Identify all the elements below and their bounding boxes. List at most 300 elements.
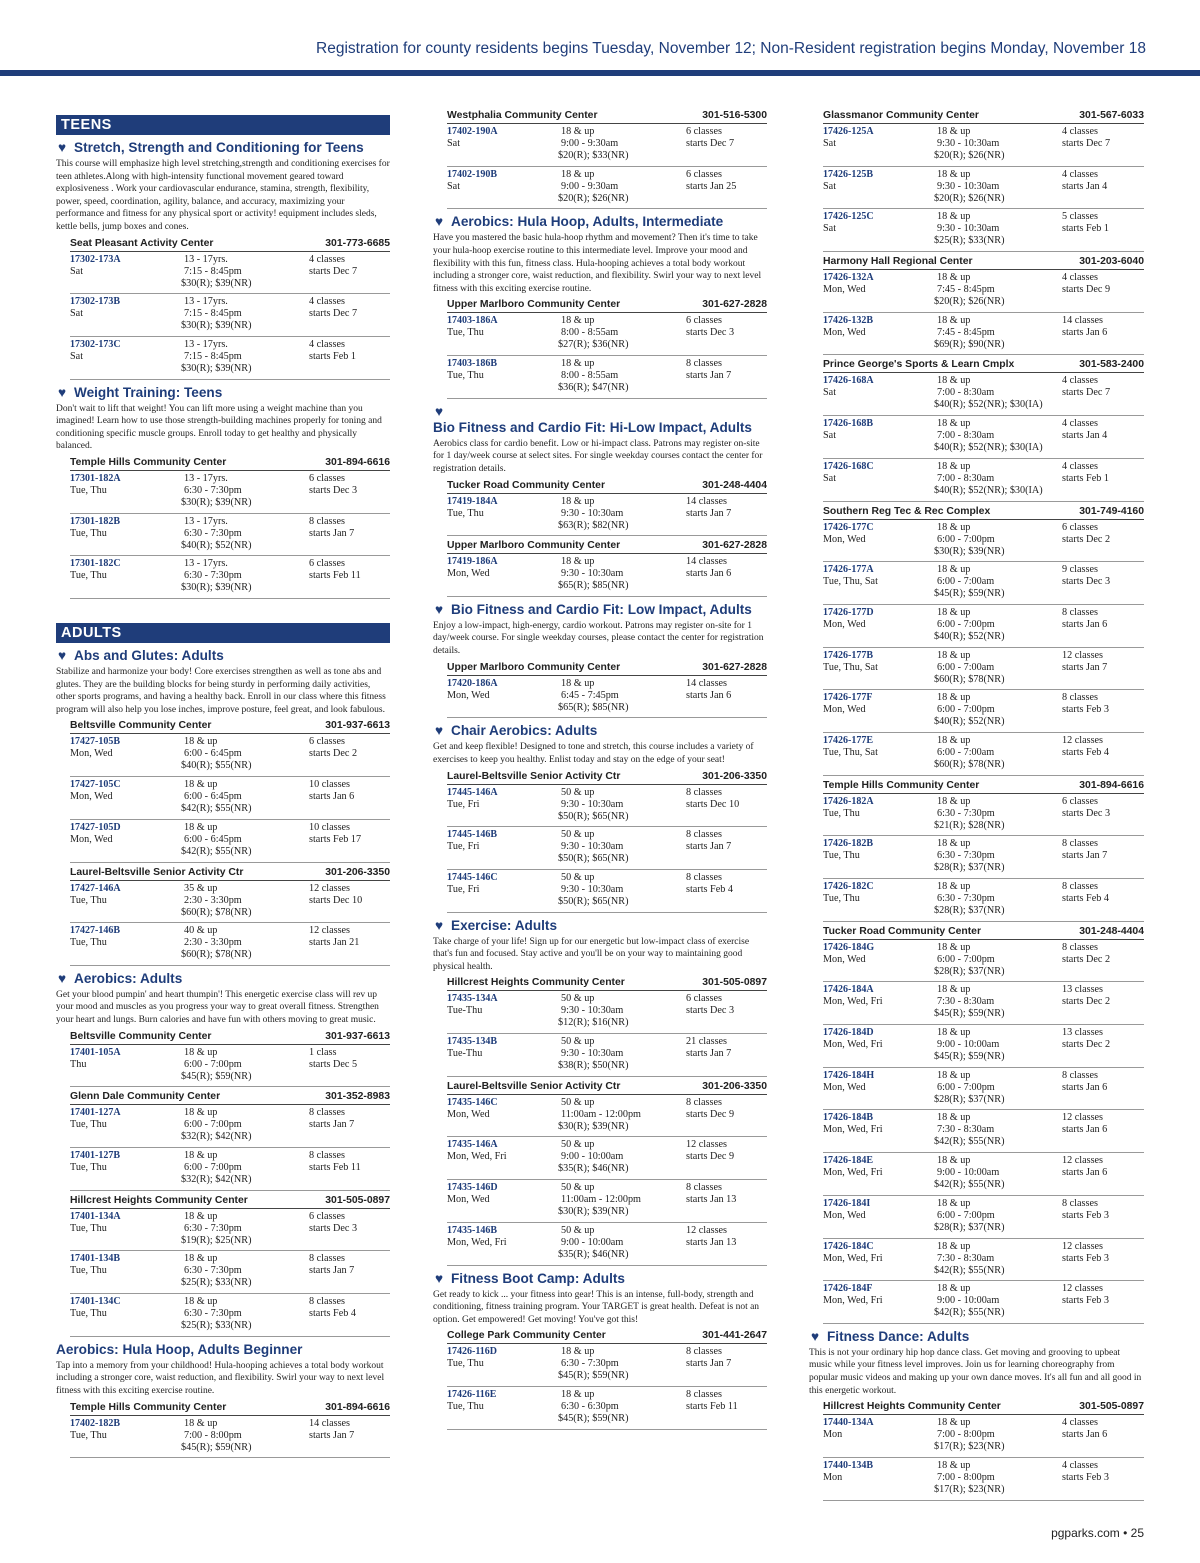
class-row [823, 940, 1144, 983]
block-spacer [56, 966, 390, 968]
class-start: starts Dec 7 [686, 138, 735, 149]
class-code: 17302-173C [70, 338, 121, 350]
class-fee: $35(R); $46(NR) [558, 1248, 629, 1260]
class-days: Mon, Wed, Fri [823, 1167, 883, 1179]
class-row [823, 167, 1144, 210]
class-start: starts Dec 9 [1062, 284, 1111, 296]
class-start: starts Dec 10 [309, 894, 363, 906]
class-time: 9:30 - 10:30am [561, 1005, 624, 1017]
class-age: 18 & up [937, 375, 971, 387]
class-code: 17445-146C [447, 871, 498, 883]
column-middle [433, 108, 767, 1432]
class-count: 12 classes [686, 1224, 728, 1236]
class-count: 8 classes [686, 358, 722, 370]
program-description: Have you mastered the basic hula-hoop rhythm and movement? Then it's time to take your hula-hoop exercise routine to this intermediate level. Improve your mood and flexibility with this fun, fitness class. Hula-hooping achieves a total body workout including a stronger core, waist reduction, and flexibility. Swirl your way to next level fitness with this exciting exercise routine. [433, 233, 762, 294]
class-code: 17426-125C [823, 211, 874, 223]
class-count: 8 classes [686, 1096, 722, 1108]
class-time: 9:30 - 10:30am [561, 507, 624, 519]
class-code: 17427-146B [70, 925, 120, 937]
block-spacer [56, 1337, 390, 1339]
location-block [70, 1193, 390, 1337]
class-count: 14 classes [1062, 314, 1104, 326]
location-phone: 301-937-6613 [325, 720, 390, 732]
class-fee: $60(R); $78(NR) [181, 949, 252, 961]
heart-icon: ♥ [435, 917, 444, 933]
class-count: 6 classes [686, 993, 722, 1005]
class-code: 17401-134A [70, 1210, 121, 1222]
class-time: 7:00 - 8:30am [937, 387, 995, 399]
block-spacer [433, 1430, 767, 1432]
class-start: starts Jan 7 [686, 841, 732, 853]
block-spacer [809, 1324, 1144, 1326]
class-start: starts Dec 2 [1062, 1039, 1111, 1051]
program-title-text: Abs and Glutes: Adults [74, 648, 224, 664]
class-start: starts Dec 2 [1062, 996, 1111, 1008]
class-age: 18 & up [561, 168, 595, 180]
class-count: 13 classes [1062, 1027, 1104, 1039]
class-start: starts Feb 1 [1062, 223, 1109, 235]
class-time: 7:15 - 8:45pm [184, 350, 242, 362]
program-description: Stabilize and harmonize your body! Core exercises strengthen as well as tone abs and glutes. They are the building blocks for being sturdy in performing daily activities, other sports programs, and having a healthy back. Enroll in our class where this fitness program will also help you lose inches, improve posture, feel great, and look fabulous. [56, 667, 386, 715]
class-time: 2:30 - 3:30pm [184, 937, 242, 949]
class-time: 9:00 - 10:00am [937, 1039, 1000, 1051]
program-description: Take charge of your life! Sign up for our energetic but low-impact class of exercise that's fun and focused. Stay active and you'll be on your way to maintaining good physical health. [433, 936, 750, 972]
class-row [70, 337, 390, 380]
class-code: 17426-177B [823, 649, 873, 661]
class-count: 8 classes [1062, 1197, 1098, 1209]
class-time: 7:15 - 8:45pm [184, 308, 242, 320]
heart-icon: ♥ [435, 723, 444, 739]
class-time: 6:30 - 7:30pm [184, 1222, 242, 1234]
class-count: 6 classes [309, 558, 345, 570]
class-time: 9:00 - 10:00am [937, 1295, 1000, 1307]
class-start: starts Jan 13 [686, 1194, 737, 1206]
class-fee: $30(R); $39(NR) [558, 1206, 629, 1218]
location-name: Temple Hills Community Center [70, 1401, 227, 1413]
class-days: Mon, Wed [447, 689, 490, 701]
program-title [56, 140, 390, 156]
class-days: Tue, Fri [447, 883, 480, 895]
class-count: 6 classes [309, 473, 345, 484]
class-count: 8 classes [686, 786, 722, 798]
heart-icon: ♥ [58, 648, 67, 664]
class-count: 4 classes [1062, 418, 1098, 430]
class-count: 8 classes [309, 515, 345, 527]
class-fee: $25(R); $33(NR) [181, 1277, 252, 1289]
class-start: starts Feb 11 [686, 1400, 738, 1412]
class-row [70, 1105, 390, 1148]
class-count: 9 classes [1062, 564, 1098, 576]
class-count: 6 classes [309, 736, 345, 748]
class-days: Tue, Thu, Sat [823, 661, 878, 673]
location-block [447, 769, 767, 913]
page-header [0, 0, 1200, 78]
class-age: 18 & up [184, 736, 218, 748]
location-name: Prince George's Sports & Learn Cmplx [823, 359, 1015, 371]
class-age: 18 & up [937, 1197, 971, 1209]
class-time: 9:30 - 10:30am [937, 223, 1000, 235]
class-time: 11:00am - 12:00pm [561, 1194, 641, 1206]
class-age: 18 & up [184, 821, 218, 833]
class-days: Sat [823, 387, 837, 399]
class-age: 18 & up [184, 1107, 218, 1119]
class-fee: $19(R); $25(NR) [181, 1234, 252, 1246]
class-time: 6:00 - 7:00am [937, 661, 995, 673]
location-block [823, 357, 1144, 501]
location-block [823, 924, 1144, 1324]
class-count: 4 classes [1062, 375, 1098, 387]
class-fee: $40(R); $55(NR) [181, 760, 252, 772]
class-count: 8 classes [686, 1388, 722, 1400]
class-fee: $32(R); $42(NR) [181, 1174, 252, 1186]
class-row [823, 1110, 1144, 1153]
class-fee: $42(R); $55(NR) [181, 845, 252, 857]
class-count: 8 classes [1062, 606, 1098, 618]
class-start: starts Jan 7 [309, 1119, 355, 1131]
class-count: 8 classes [1062, 838, 1098, 850]
program-title-text: Fitness Boot Camp: Adults [451, 1270, 625, 1286]
class-age: 18 & up [184, 779, 218, 791]
class-age: 18 & up [561, 315, 595, 327]
class-count: 8 classes [686, 829, 722, 841]
class-start: starts Dec 2 [309, 748, 358, 760]
class-code: 17402-190B [447, 168, 497, 180]
class-age: 18 & up [937, 1112, 971, 1124]
class-days: Tue, Thu [447, 507, 484, 519]
class-count: 12 classes [1062, 1112, 1104, 1124]
class-age: 18 & up [937, 1155, 971, 1167]
location-header [823, 357, 1144, 373]
class-fee: $30(R); $39(NR) [181, 320, 252, 332]
location-phone: 301-206-3350 [702, 770, 767, 782]
class-fee: $42(R); $55(NR) [934, 1264, 1005, 1276]
class-days: Mon, Wed, Fri [823, 1039, 883, 1051]
class-days: Sat [70, 350, 84, 362]
class-days: Tue, Thu [70, 1429, 107, 1441]
class-count: 14 classes [686, 495, 728, 507]
class-row [70, 1294, 390, 1337]
location-name: Harmony Hall Regional Center [823, 256, 973, 268]
class-fee: $42(R); $55(NR) [934, 1136, 1005, 1148]
class-days: Tue, Thu [823, 850, 860, 862]
class-days: Tue, Thu [70, 937, 107, 949]
class-row [447, 1180, 767, 1223]
class-count: 8 classes [309, 1253, 345, 1265]
class-fee: $60(R); $78(NR) [934, 673, 1005, 685]
class-row [70, 777, 390, 820]
class-age: 18 & up [937, 941, 971, 953]
location-phone: 301-894-6616 [325, 457, 390, 468]
program-title-text: Fitness Dance: Adults [827, 1328, 970, 1344]
class-code: 17427-105B [70, 736, 120, 748]
class-fee: $42(R); $55(NR) [181, 803, 252, 815]
class-start: starts Feb 3 [1062, 1295, 1109, 1307]
class-count: 8 classes [309, 1107, 345, 1119]
location-block [447, 297, 767, 398]
class-count: 4 classes [1062, 168, 1098, 180]
class-days: Tue, Thu [70, 1162, 107, 1174]
class-code: 17427-146A [70, 882, 121, 894]
class-age: 18 & up [937, 692, 971, 704]
class-days: Tue, Thu, Sat [823, 576, 878, 588]
class-count: 13 classes [1062, 984, 1104, 996]
class-age: 18 & up [937, 1069, 971, 1081]
class-time: 9:30 - 10:30am [937, 180, 1000, 192]
class-days: Mon, Wed [823, 1081, 866, 1093]
program-description: Don't wait to lift that weight! You can lift more using a weight machine than you imagined! Learn how to use those strength-building machines properly for toning and conditioning specific muscle groups. Enroll today to get healthy and physically balanced. [56, 403, 382, 452]
class-code: 17401-127A [70, 1107, 121, 1119]
class-row [447, 124, 767, 167]
location-header [447, 1328, 767, 1344]
class-count: 6 classes [686, 315, 722, 327]
program-title-text: Aerobics: Hula Hoop, Adults Beginner [56, 1341, 303, 1357]
class-count: 6 classes [686, 168, 722, 180]
program-title-text: Bio Fitness and Cardio Fit: Low Impact, Adults [451, 601, 752, 617]
class-days: Tue, Thu [447, 1358, 484, 1370]
class-age: 18 & up [937, 1240, 971, 1252]
class-time: 8:00 - 8:55am [561, 327, 619, 339]
location-name: Beltsville Community Center [70, 720, 212, 732]
class-count: 14 classes [686, 556, 728, 568]
class-age: 13 - 17yrs. [184, 515, 228, 527]
class-fee: $38(R); $50(NR) [558, 1060, 629, 1072]
class-row [823, 270, 1144, 313]
class-code: 17426-125B [823, 168, 873, 180]
heart-icon: ♥ [435, 1270, 444, 1286]
class-days: Mon, Wed [70, 833, 113, 845]
class-age: 18 & up [184, 1253, 218, 1265]
location-phone: 301-773-6685 [325, 237, 390, 249]
location-block [70, 1029, 390, 1088]
class-age: 18 & up [937, 606, 971, 618]
class-start: starts Feb 3 [1062, 1209, 1109, 1221]
class-days: Tue, Thu [447, 327, 484, 339]
location-phone: 301-567-6033 [1079, 110, 1144, 121]
class-age: 18 & up [561, 358, 595, 370]
class-row [823, 1153, 1144, 1196]
program-title [56, 385, 390, 401]
location-header [70, 1193, 390, 1209]
program-title [56, 971, 390, 987]
class-count: 14 classes [686, 677, 728, 689]
location-phone: 301-203-6040 [1079, 256, 1144, 268]
class-code: 17401-134B [70, 1253, 120, 1265]
header-rule [0, 70, 1200, 76]
class-code: 17302-173A [70, 253, 121, 265]
class-fee: $42(R); $55(NR) [934, 1179, 1005, 1191]
class-row [823, 1025, 1144, 1068]
class-count: 12 classes [1062, 1155, 1104, 1167]
class-age: 18 & up [184, 1210, 218, 1222]
class-days: Tue, Thu [447, 1400, 484, 1412]
class-row [70, 1209, 390, 1252]
program-title [433, 214, 767, 230]
location-header [70, 455, 390, 471]
block-spacer [56, 380, 390, 382]
class-code: 17301-182B [70, 515, 120, 527]
class-row [447, 494, 767, 537]
class-count: 4 classes [309, 338, 345, 350]
class-count: 4 classes [1062, 460, 1098, 472]
class-time: 7:30 - 8:30am [937, 1252, 995, 1264]
class-row [447, 1034, 767, 1077]
column-right [809, 108, 1144, 1503]
heart-icon: ♥ [435, 601, 444, 617]
class-row [823, 373, 1144, 416]
class-age: 18 & up [937, 838, 971, 850]
class-count: 4 classes [309, 253, 345, 265]
class-code: 17435-146A [447, 1139, 498, 1151]
class-row [823, 879, 1144, 922]
class-time: 6:00 - 7:00pm [937, 1081, 995, 1093]
class-time: 9:00 - 9:30am [561, 138, 619, 149]
class-row [823, 690, 1144, 733]
class-count: 12 classes [309, 925, 351, 937]
class-start: starts Feb 3 [1062, 1471, 1109, 1483]
block-spacer [433, 597, 767, 599]
class-time: 11:00am - 12:00pm [561, 1108, 641, 1120]
section-band: TEENS [56, 115, 390, 135]
class-age: 18 & up [937, 168, 971, 180]
class-start: starts Feb 11 [309, 570, 361, 582]
location-phone: 301-627-2828 [702, 540, 767, 552]
program-title [809, 1329, 1144, 1345]
class-fee: $50(R); $65(NR) [558, 895, 629, 907]
class-count: 8 classes [1062, 941, 1098, 953]
class-age: 18 & up [561, 126, 595, 137]
class-age: 18 & up [937, 126, 971, 137]
location-phone: 301-248-4404 [702, 479, 767, 491]
class-start: starts Jan 13 [686, 1236, 737, 1248]
location-name: Upper Marlboro Community Center [447, 299, 621, 311]
location-phone: 301-206-3350 [325, 866, 390, 878]
class-fee: $25(R); $33(NR) [181, 1320, 252, 1332]
location-phone: 301-206-3350 [702, 1080, 767, 1092]
program-title [433, 1271, 767, 1287]
location-name: Hillcrest Heights Community Center [70, 1194, 248, 1206]
heart-icon: ♥ [435, 403, 444, 419]
class-fee: $28(R); $37(NR) [934, 1221, 1005, 1233]
location-header [70, 1400, 390, 1416]
class-row [70, 1251, 390, 1294]
class-start: starts Dec 3 [309, 1222, 358, 1234]
class-row [823, 313, 1144, 356]
class-age: 18 & up [937, 984, 971, 996]
class-count: 12 classes [1062, 1240, 1104, 1252]
location-phone: 301-894-6616 [1079, 779, 1144, 791]
class-start: starts Dec 3 [686, 327, 735, 339]
class-code: 17403-186A [447, 315, 498, 327]
class-count: 6 classes [1062, 521, 1098, 533]
location-block [70, 455, 390, 599]
class-age: 18 & up [937, 1027, 971, 1039]
class-row [823, 1196, 1144, 1239]
class-code: 17426-184E [823, 1155, 873, 1167]
class-row [823, 209, 1144, 252]
class-start: starts Jan 6 [1062, 1167, 1108, 1179]
class-fee: $60(R); $78(NR) [934, 758, 1005, 770]
class-days: Mon, Wed [823, 326, 866, 338]
class-start: starts Jan 7 [686, 1048, 732, 1060]
class-start: starts Dec 7 [1062, 387, 1111, 399]
class-time: 9:30 - 10:30am [561, 568, 624, 580]
class-time: 6:30 - 7:30pm [184, 527, 242, 539]
location-block [823, 1399, 1144, 1500]
class-fee: $20(R); $26(NR) [934, 296, 1005, 308]
location-name: Laurel-Beltsville Senior Activity Ctr [447, 770, 621, 782]
heart-icon: ♥ [435, 214, 444, 230]
class-days: Tue, Thu [70, 527, 107, 539]
location-header [70, 865, 390, 881]
class-code: 17426-177E [823, 734, 873, 746]
class-fee: $20(R); $26(NR) [558, 192, 629, 204]
class-count: 12 classes [686, 1139, 728, 1151]
class-start: starts Jan 6 [1062, 618, 1108, 630]
location-header [70, 236, 390, 252]
class-days: Mon, Wed, Fri [823, 1295, 883, 1307]
class-time: 6:00 - 7:00pm [184, 1058, 242, 1070]
class-row [447, 785, 767, 828]
class-age: 18 & up [937, 418, 971, 430]
class-row [447, 167, 767, 210]
location-name: Tucker Road Community Center [823, 925, 981, 937]
class-count: 8 classes [1062, 881, 1098, 892]
class-days: Sat [447, 138, 461, 149]
class-row [70, 471, 390, 514]
program-title-text: Exercise: Adults [451, 917, 558, 933]
class-days: Tue-Thu [447, 1005, 483, 1017]
class-days: Sat [823, 138, 837, 149]
class-code: 17445-146A [447, 786, 498, 798]
class-count: 4 classes [1062, 272, 1098, 284]
class-fee: $45(R); $59(NR) [181, 1070, 252, 1082]
class-count: 8 classes [686, 1182, 722, 1194]
class-code: 17426-168C [823, 460, 874, 472]
class-days: Sat [447, 180, 461, 192]
location-name: Hillcrest Heights Community Center [823, 1401, 1001, 1413]
class-start: starts Jan 7 [309, 1265, 355, 1277]
class-start: starts Dec 3 [686, 1005, 735, 1017]
class-row [823, 1068, 1144, 1111]
class-count: 8 classes [309, 1150, 345, 1162]
class-row [447, 313, 767, 356]
class-row [447, 1137, 767, 1180]
class-time: 8:00 - 8:55am [561, 370, 619, 382]
class-row [823, 1281, 1144, 1324]
class-code: 17401-134C [70, 1296, 121, 1308]
class-time: 6:00 - 7:00pm [937, 618, 995, 630]
class-fee: $21(R); $28(NR) [934, 819, 1005, 831]
location-block [447, 975, 767, 1076]
heart-icon: ♥ [58, 384, 67, 400]
class-code: 17426-182C [823, 881, 874, 892]
class-fee: $45(R); $59(NR) [934, 588, 1005, 600]
class-code: 17426-184B [823, 1112, 873, 1124]
class-age: 18 & up [184, 1150, 218, 1162]
class-start: starts Jan 7 [1062, 850, 1108, 862]
class-count: 4 classes [1062, 1459, 1098, 1471]
class-code: 17420-186A [447, 677, 498, 689]
class-fee: $17(R); $23(NR) [934, 1483, 1005, 1495]
class-days: Sat [70, 265, 84, 277]
class-age: 18 & up [561, 1346, 595, 1358]
program-description: This is not your ordinary hip hop dance class. Get moving and grooving to upbeat music while your fitness level improves. Join us for learning choreography from popular music videos and making up your own dance moves. It's all fun and all good in this energetic workout. [809, 1347, 1142, 1396]
class-days: Mon, Wed, Fri [823, 1252, 883, 1264]
class-age: 50 & up [561, 786, 595, 798]
class-code: 17435-146B [447, 1224, 497, 1236]
class-row [823, 836, 1144, 879]
class-row [447, 1095, 767, 1138]
